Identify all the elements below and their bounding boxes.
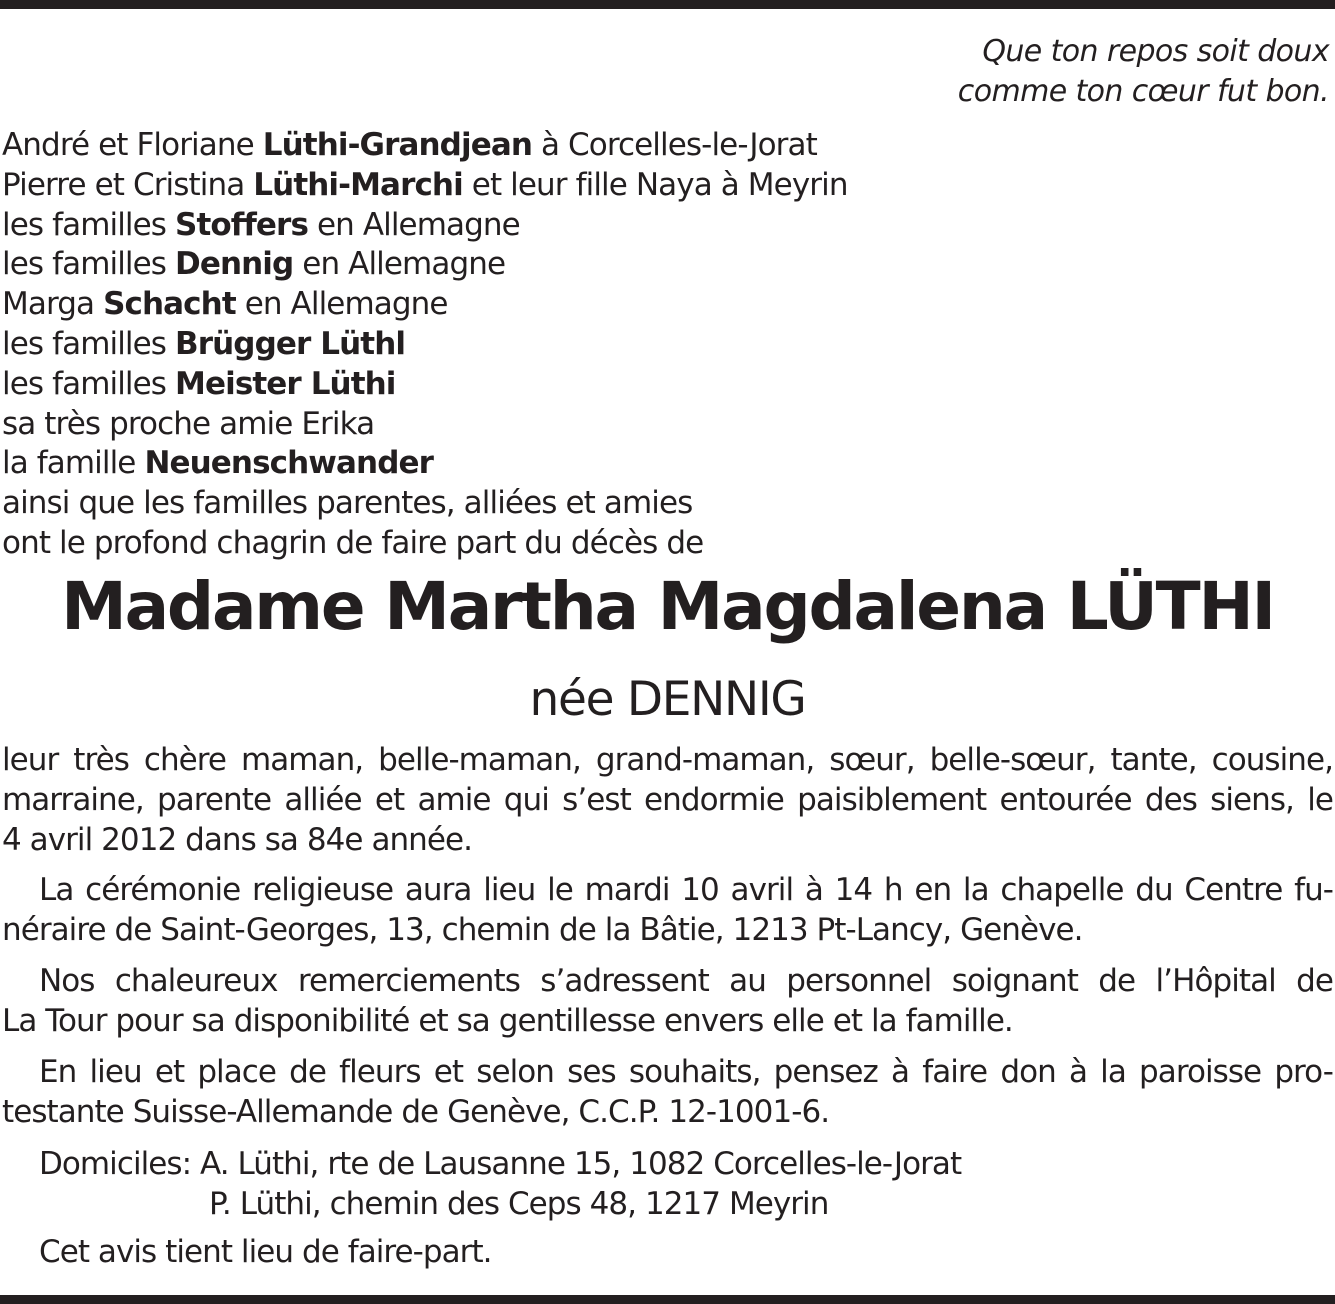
family-line-text: la famille xyxy=(2,445,145,482)
family-line-text: les familles xyxy=(2,246,176,283)
maiden-name: née DENNIG xyxy=(529,672,806,727)
family-line xyxy=(2,245,848,285)
epigraph-line: Que ton repos soit doux xyxy=(982,34,1329,69)
paragraph-line: testante Suisse-Allemande de Genève, C.C.P. 12-1001-6. xyxy=(2,1094,830,1130)
family-line-text: sa très proche amie Erika xyxy=(2,405,375,442)
family-line-text: à Corcelles-le-Jorat xyxy=(532,127,817,163)
family-line-text: Marga xyxy=(2,286,104,323)
family-name: Dennig xyxy=(175,246,294,283)
domicile-line: P. Lüthi, chemin des Ceps 48, 1217 Meyrin xyxy=(209,1186,829,1222)
closing-line: Cet avis tient lieu de faire-part. xyxy=(39,1234,492,1270)
epigraph xyxy=(958,32,1329,112)
family-line xyxy=(2,166,848,206)
family-name: Meister Lüthi xyxy=(175,365,396,402)
paragraph-line: Nos chaleureux remerciements s’adressent au personnel soignant de l’Hôpital de xyxy=(39,963,1333,999)
family-line xyxy=(2,206,848,246)
tribute-paragraph xyxy=(2,740,1333,860)
family-line-text: en Allemagne xyxy=(235,286,448,323)
family-line xyxy=(2,524,848,564)
thanks-paragraph xyxy=(2,961,1333,1041)
domiciles-block xyxy=(2,1144,1333,1224)
donation-paragraph xyxy=(2,1052,1333,1132)
family-line-text: en Allemagne xyxy=(308,206,520,243)
family-line xyxy=(2,126,848,166)
family-line-text: les familles xyxy=(2,325,176,362)
domicile-line: Domiciles: A. Lüthi, rte de Lausanne 15, 1082 Corcelles-le-Jorat xyxy=(39,1146,962,1182)
family-line-text: en Allemagne xyxy=(293,246,506,283)
family-line xyxy=(2,325,848,365)
family-name: Schacht xyxy=(103,286,236,323)
family-name: Brügger Lüthl xyxy=(175,325,406,362)
bottom-border-rule xyxy=(0,1295,1335,1304)
closing-note xyxy=(2,1232,1333,1272)
paragraph-line: 4 avril 2012 dans sa 84e année. xyxy=(2,822,473,858)
paragraph-line: néraire de Saint-Georges, 13, chemin de la Bâtie, 1213 Pt-Lancy, Genève. xyxy=(2,912,1083,948)
family-name: Stoffers xyxy=(175,206,308,243)
family-line-text: les familles xyxy=(2,365,176,402)
family-line-text: ont le profond chagrin de faire part du décès de xyxy=(2,524,704,561)
top-border-rule xyxy=(0,0,1335,9)
epigraph-line: comme ton cœur fut bon. xyxy=(957,74,1329,109)
family-line-text: les familles xyxy=(2,206,176,243)
paragraph-line: leur très chère maman, belle-maman, grand-maman, sœur, belle-sœur, tante, cousine, xyxy=(2,742,1333,778)
family-line xyxy=(2,405,848,445)
family-line xyxy=(2,484,848,524)
paragraph-line: marraine, parente alliée et amie qui s’est endormie paisiblement entourée des siens, le xyxy=(2,782,1333,818)
family-line xyxy=(2,285,848,325)
family-line-text: Pierre et Cristina xyxy=(2,166,254,203)
paragraph-line: En lieu et place de fleurs et selon ses souhaits, pensez à faire don à la paroisse pro- xyxy=(39,1054,1333,1090)
paragraph-line: La Tour pour sa disponibilité et sa gentillesse envers elle et la famille. xyxy=(2,1003,1013,1039)
family-list xyxy=(2,126,848,564)
family-line-text: et leur fille Naya à Meyrin xyxy=(462,166,848,203)
paragraph-line: La cérémonie religieuse aura lieu le mardi 10 avril à 14 h en la chapelle du Centre fu- xyxy=(39,872,1333,908)
family-name: Neuenschwander xyxy=(144,445,433,482)
deceased-name: Madame Martha Magdalena LÜTHI xyxy=(61,568,1274,645)
family-line-text: André et Floriane xyxy=(2,127,263,163)
ceremony-paragraph xyxy=(2,870,1333,950)
family-line-text: ainsi que les familles parentes, alliées et amies xyxy=(2,485,693,522)
family-name: Lüthi-Grandjean xyxy=(262,127,533,163)
family-name: Lüthi-Marchi xyxy=(253,166,463,203)
family-line xyxy=(2,365,848,405)
family-line xyxy=(2,444,848,484)
